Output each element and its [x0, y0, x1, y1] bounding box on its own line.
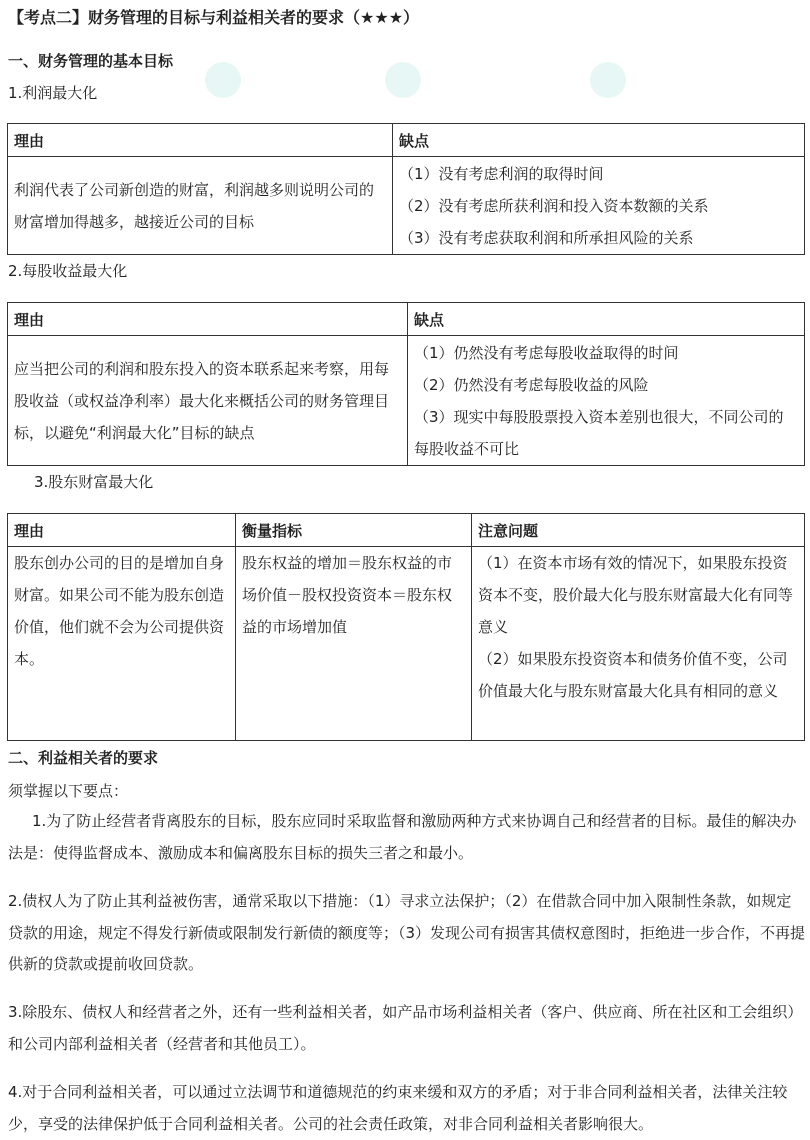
point-item: 3.除股东、债权人和经营者之外，还有一些利益相关者，如产品市场利益相关者（客户、供应商、所在社区和工会组织）和公司内部利益相关者（经营者和其他员工）。	[8, 1003, 803, 1053]
notes-cell	[472, 547, 805, 741]
flaw-item: （3）没有考虑获取利润和所承担风险的关系	[399, 228, 694, 247]
page-title: 【考点二】财务管理的目标与利益相关者的要求（★★★）	[8, 8, 420, 27]
point-item: 1.为了防止经营者背离股东的目标，股东应同时采取监督和激励两种方式来协调自己和经营者的目标。最佳的解决办法是：使得监督成本、激励成本和偏离股东目标的损失三者之和最小。	[8, 812, 797, 862]
subsection-label: 2.每股收益最大化	[8, 262, 128, 280]
flaw-item: （2）仍然没有考虑每股收益的风险	[414, 375, 649, 394]
subsection-label: 3.股东财富最大化	[34, 473, 154, 491]
watermark-logo-icon	[205, 62, 241, 98]
table-header: 理由	[8, 303, 408, 336]
watermark-logo-icon	[590, 62, 626, 98]
section2-intro: 须掌握以下要点：	[8, 782, 129, 800]
table-header: 注意问题	[472, 514, 805, 547]
table-header: 缺点	[393, 124, 805, 157]
point-item: 4.对于合同利益相关者，可以通过立法调节和道德规范的约束来缓和双方的矛盾；对于非合同利益相关者，法律关注较少，享受的法律保护低于合同利益相关者。公司的社会责任政策，对非合同利益相关者影响很大。	[8, 1083, 788, 1133]
section1-heading: 一、财务管理的基本目标	[8, 52, 174, 70]
flaws-cell	[408, 336, 805, 466]
measure-cell: 股东权益的增加＝股东权益的市场价值－股权投资资本＝股东权益的市场增加值	[236, 547, 472, 741]
reason-cell: 股东创办公司的目的是增加自身财富。如果公司不能为股东创造价值，他们就不会为公司提供资本。	[8, 547, 236, 741]
table-header: 缺点	[408, 303, 805, 336]
flaw-item: （2）没有考虑所获利润和投入资本数额的关系	[399, 196, 709, 215]
shareholder-wealth-table	[7, 513, 805, 741]
point-item: 2.债权人为了防止其利益被伤害，通常采取以下措施：（1）寻求立法保护；（2）在借款合同中加入限制性条款，如规定贷款的用途，规定不得发行新债或限制发行新债的额度等；（3）发现公司有损害其债权意图时，拒绝进一步合作，不再提供新的贷款或提前收回贷款。	[8, 892, 806, 973]
note-item: （2）如果股东投资资本和债务价值不变，公司价值最大化与股东财富最大化具有相同的意义	[478, 650, 788, 700]
flaw-item: （1）没有考虑利润的取得时间	[399, 164, 604, 183]
flaws-cell	[393, 157, 805, 255]
table-header: 理由	[8, 514, 236, 547]
subsection-label: 1.利润最大化	[8, 84, 98, 102]
reason-cell: 应当把公司的利润和股东投入的资本联系起来考察，用每股收益（或权益净利率）最大化来概括公司的财务管理目标，以避免“利润最大化”目标的缺点	[8, 336, 408, 466]
section2-heading: 二、利益相关者的要求	[8, 749, 159, 767]
note-item: （1）在资本市场有效的情况下，如果股东投资资本不变，股价最大化与股东财富最大化有同等意义	[478, 554, 794, 636]
reason-cell: 利润代表了公司新创造的财富，利润越多则说明公司的财富增加得越多，越接近公司的目标	[8, 157, 393, 255]
table-header: 衡量指标	[236, 514, 472, 547]
eps-max-table	[7, 302, 805, 466]
flaw-item: （1）仍然没有考虑每股收益取得的时间	[414, 343, 679, 362]
table-header: 理由	[8, 124, 393, 157]
profit-max-table	[7, 123, 805, 255]
watermark-logo-icon	[385, 62, 421, 98]
flaw-item: （3）现实中每股股票投入资本差别也很大，不同公司的每股收益不可比	[414, 407, 784, 458]
